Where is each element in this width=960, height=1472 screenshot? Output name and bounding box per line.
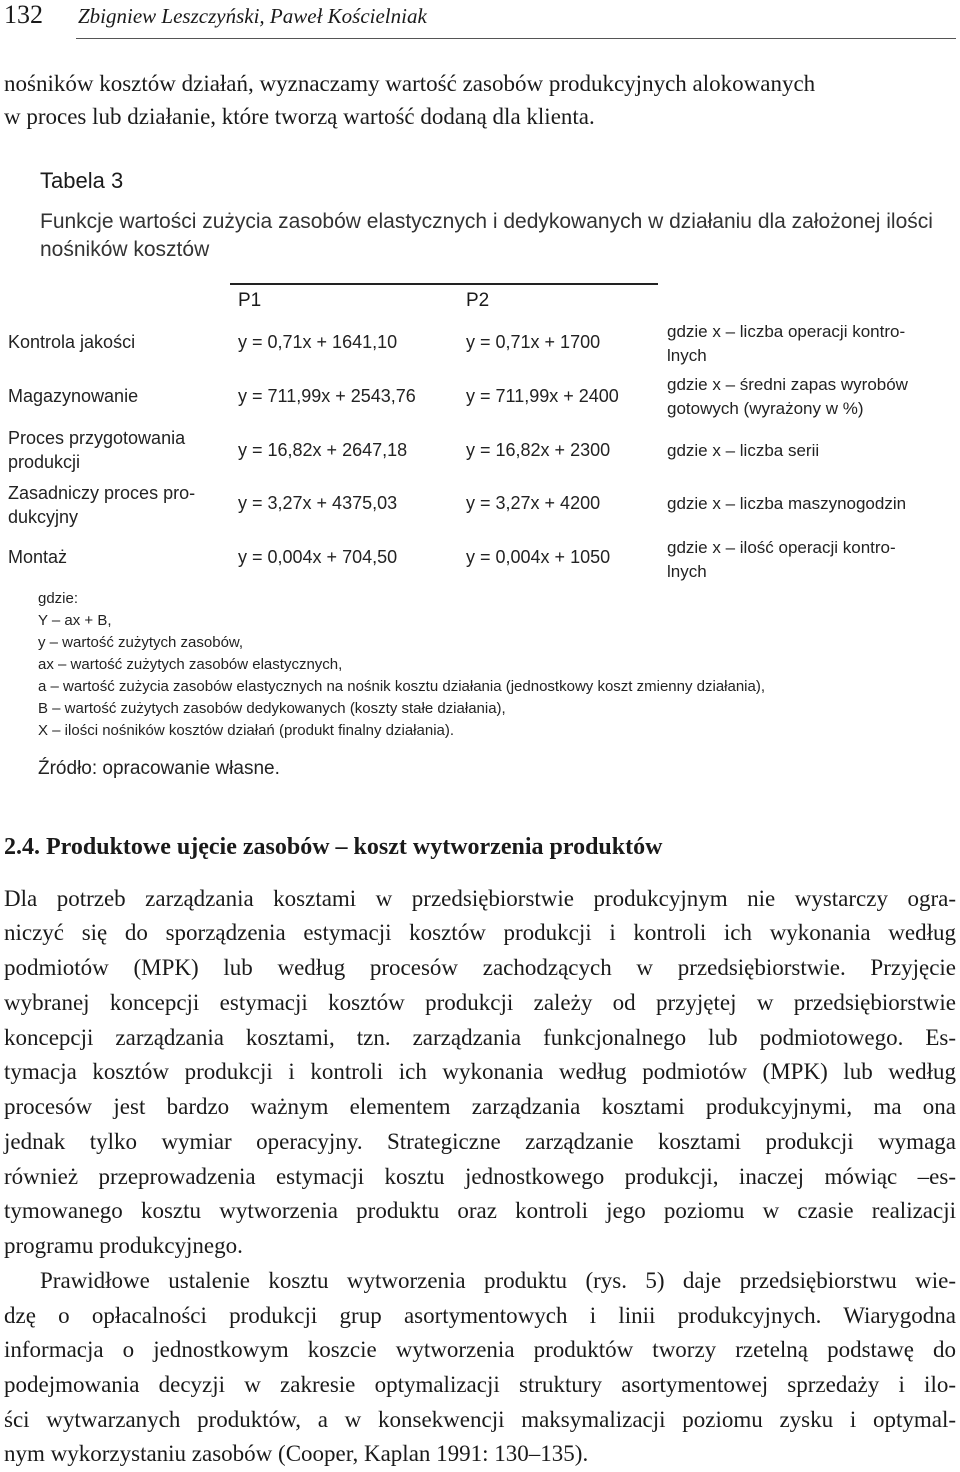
paragraph-line: wybranej koncepcji estymacji kosztów produkcji zależy od przyjętej w przedsiębiorstwie [4, 990, 956, 1015]
intro-line: w proces lub działanie, które tworzą wartość dodaną dla klienta. [4, 104, 595, 129]
p1-formula: y = 0,004x + 704,50 [238, 547, 398, 567]
table-label: Tabela 3 [40, 168, 124, 193]
paragraph-line: niczyć się do sporządzenia estymacji kosztów produkcji i kontroli ich wykonania według [4, 920, 956, 945]
note-line: gotowych (wyrażony w %) [667, 399, 864, 418]
row-name [8, 426, 185, 474]
p1-formula: y = 3,27x + 4375,03 [238, 493, 398, 513]
paragraph-line: Prawidłowe ustalenie kosztu wytworzenia produktu (rys. 5) daje przedsiębiorstwu wie- [40, 1268, 956, 1293]
running-header-authors: Zbigniew Leszczyński, Paweł Kościelniak [78, 4, 427, 28]
p1-formula: y = 711,99x + 2543,76 [238, 386, 416, 406]
p2-formula: y = 0,71x + 1700 [466, 332, 601, 352]
note-line: gdzie x – liczba serii [667, 441, 820, 460]
paragraph-line: koncepcji zarządzania kosztami, tzn. zarządzania funkcjonalnego lub podmiotowego. Es- [4, 1025, 956, 1050]
row-name-line: produkcji [8, 452, 81, 472]
paragraph-line: jednak tylko wymiar operacyjny. Strategiczne zarządzanie kosztami produkcji wymaga [4, 1129, 956, 1154]
row-note [667, 320, 957, 368]
row-name-line: Zasadniczy proces pro- [8, 483, 196, 503]
note-line: gdzie x – średni zapas wyrobów [667, 375, 908, 394]
row-note [667, 492, 957, 516]
table-footnote: X – ilości nośników kosztów działań (produkt finalny działania). [38, 722, 455, 739]
table-footnote: a – wartość zużycia zasobów elastycznych na nośnik kosztu działania (jednostkowy koszt zmienny działania), [38, 678, 766, 695]
row-name: Kontrola jakości [8, 332, 136, 352]
row-name-line: Proces przygotowania [8, 428, 186, 448]
table-footnote: ax – wartość zużytych zasobów elastycznych, [38, 656, 343, 673]
note-line: lnych [667, 346, 707, 365]
paragraph-line: nym wykorzystaniu zasobów (Cooper, Kaplan 1991: 130–135). [4, 1441, 589, 1466]
table-footnote: y – wartość zużytych zasobów, [38, 634, 244, 651]
paragraph-line: programu produkcyjnego. [4, 1233, 243, 1258]
note-line: gdzie x – liczba operacji kontro- [667, 322, 906, 341]
row-name: Magazynowanie [8, 386, 139, 406]
p2-formula: y = 0,004x + 1050 [466, 547, 611, 567]
row-name: Montaż [8, 547, 68, 567]
p1-formula: y = 0,71x + 1641,10 [238, 332, 398, 352]
paragraph-line: podejmowania decyzji w zakresie optymalizacji struktury asortymentowej sprzedaży i ilo- [4, 1372, 956, 1397]
page-number: 132 [4, 0, 43, 29]
note-line: lnych [667, 562, 707, 581]
paragraph-line: dzę o opłacalności produkcji grup asortymentowych i linii produkcyjnych. Wiarygodna [4, 1303, 956, 1328]
intro-line: nośników kosztów działań, wyznaczamy wartość zasobów produkcyjnych alokowanych [4, 71, 816, 96]
table-source: Źródło: opracowanie własne. [38, 758, 280, 779]
paragraph-line: tymowanego kosztu wytworzenia produktu oraz kontroli jego poziomu w czasie realizacji [4, 1198, 956, 1223]
p2-formula: y = 711,99x + 2400 [466, 386, 619, 406]
table-caption: nośników kosztów [40, 238, 210, 261]
table-caption: Funkcje wartości zużycia zasobów elastycznych i dedykowanych w działaniu dla założonej ilości [40, 210, 933, 233]
note-line: gdzie x – ilość operacji kontro- [667, 538, 896, 557]
paragraph-line: procesów jest bardzo ważnym elementem zarządzania kosztami produkcyjnymi, ma ona [4, 1094, 956, 1119]
row-name-line: dukcyjny [8, 507, 79, 527]
p2-formula: y = 16,82x + 2300 [466, 440, 611, 460]
note-line: gdzie x – liczba maszynogodzin [667, 494, 907, 513]
column-header-p2: P2 [466, 290, 490, 311]
paragraph-line: Dla potrzeb zarządzania kosztami w przedsiębiorstwie produkcyjnym nie wystarczy ogra- [4, 886, 956, 911]
p2-formula: y = 3,27x + 4200 [466, 493, 601, 513]
paragraph-line: ści wytwarzanych produktów, a w konsekwencji maksymalizacji poziomu zysku i optymal- [4, 1407, 956, 1432]
paragraph-line: podmiotów (MPK) lub według procesów zachodzących w przedsiębiorstwie. Przyjęcie [4, 955, 956, 980]
paragraph-line: informacja o jednostkowym koszcie wytworzenia produktów tworzy rzetelną podstawę do [4, 1337, 956, 1362]
column-header-p1: P1 [238, 290, 262, 311]
paragraph-line: również przeprowadzenia estymacji kosztu jednostkowego produkcji, inaczej mówiąc –es- [4, 1164, 956, 1189]
section-heading: 2.4. Produktowe ujęcie zasobów – koszt wytworzenia produktów [4, 834, 663, 860]
header-rule [76, 38, 956, 39]
row-note [667, 373, 957, 421]
row-name [8, 481, 195, 529]
row-note [667, 536, 957, 584]
paragraph-line: tymacja kosztów produkcji i kontroli ich wykonania według podmiotów (MPK) lub według [4, 1059, 956, 1084]
table-footnote: Y – ax + B, [38, 612, 112, 629]
table-footnote: gdzie: [38, 590, 79, 607]
p1-formula: y = 16,82x + 2647,18 [238, 440, 408, 460]
table-footnote: B – wartość zużytych zasobów dedykowanych (koszty stałe działania), [38, 700, 506, 717]
row-note [667, 439, 957, 463]
table-top-rule [230, 283, 658, 285]
